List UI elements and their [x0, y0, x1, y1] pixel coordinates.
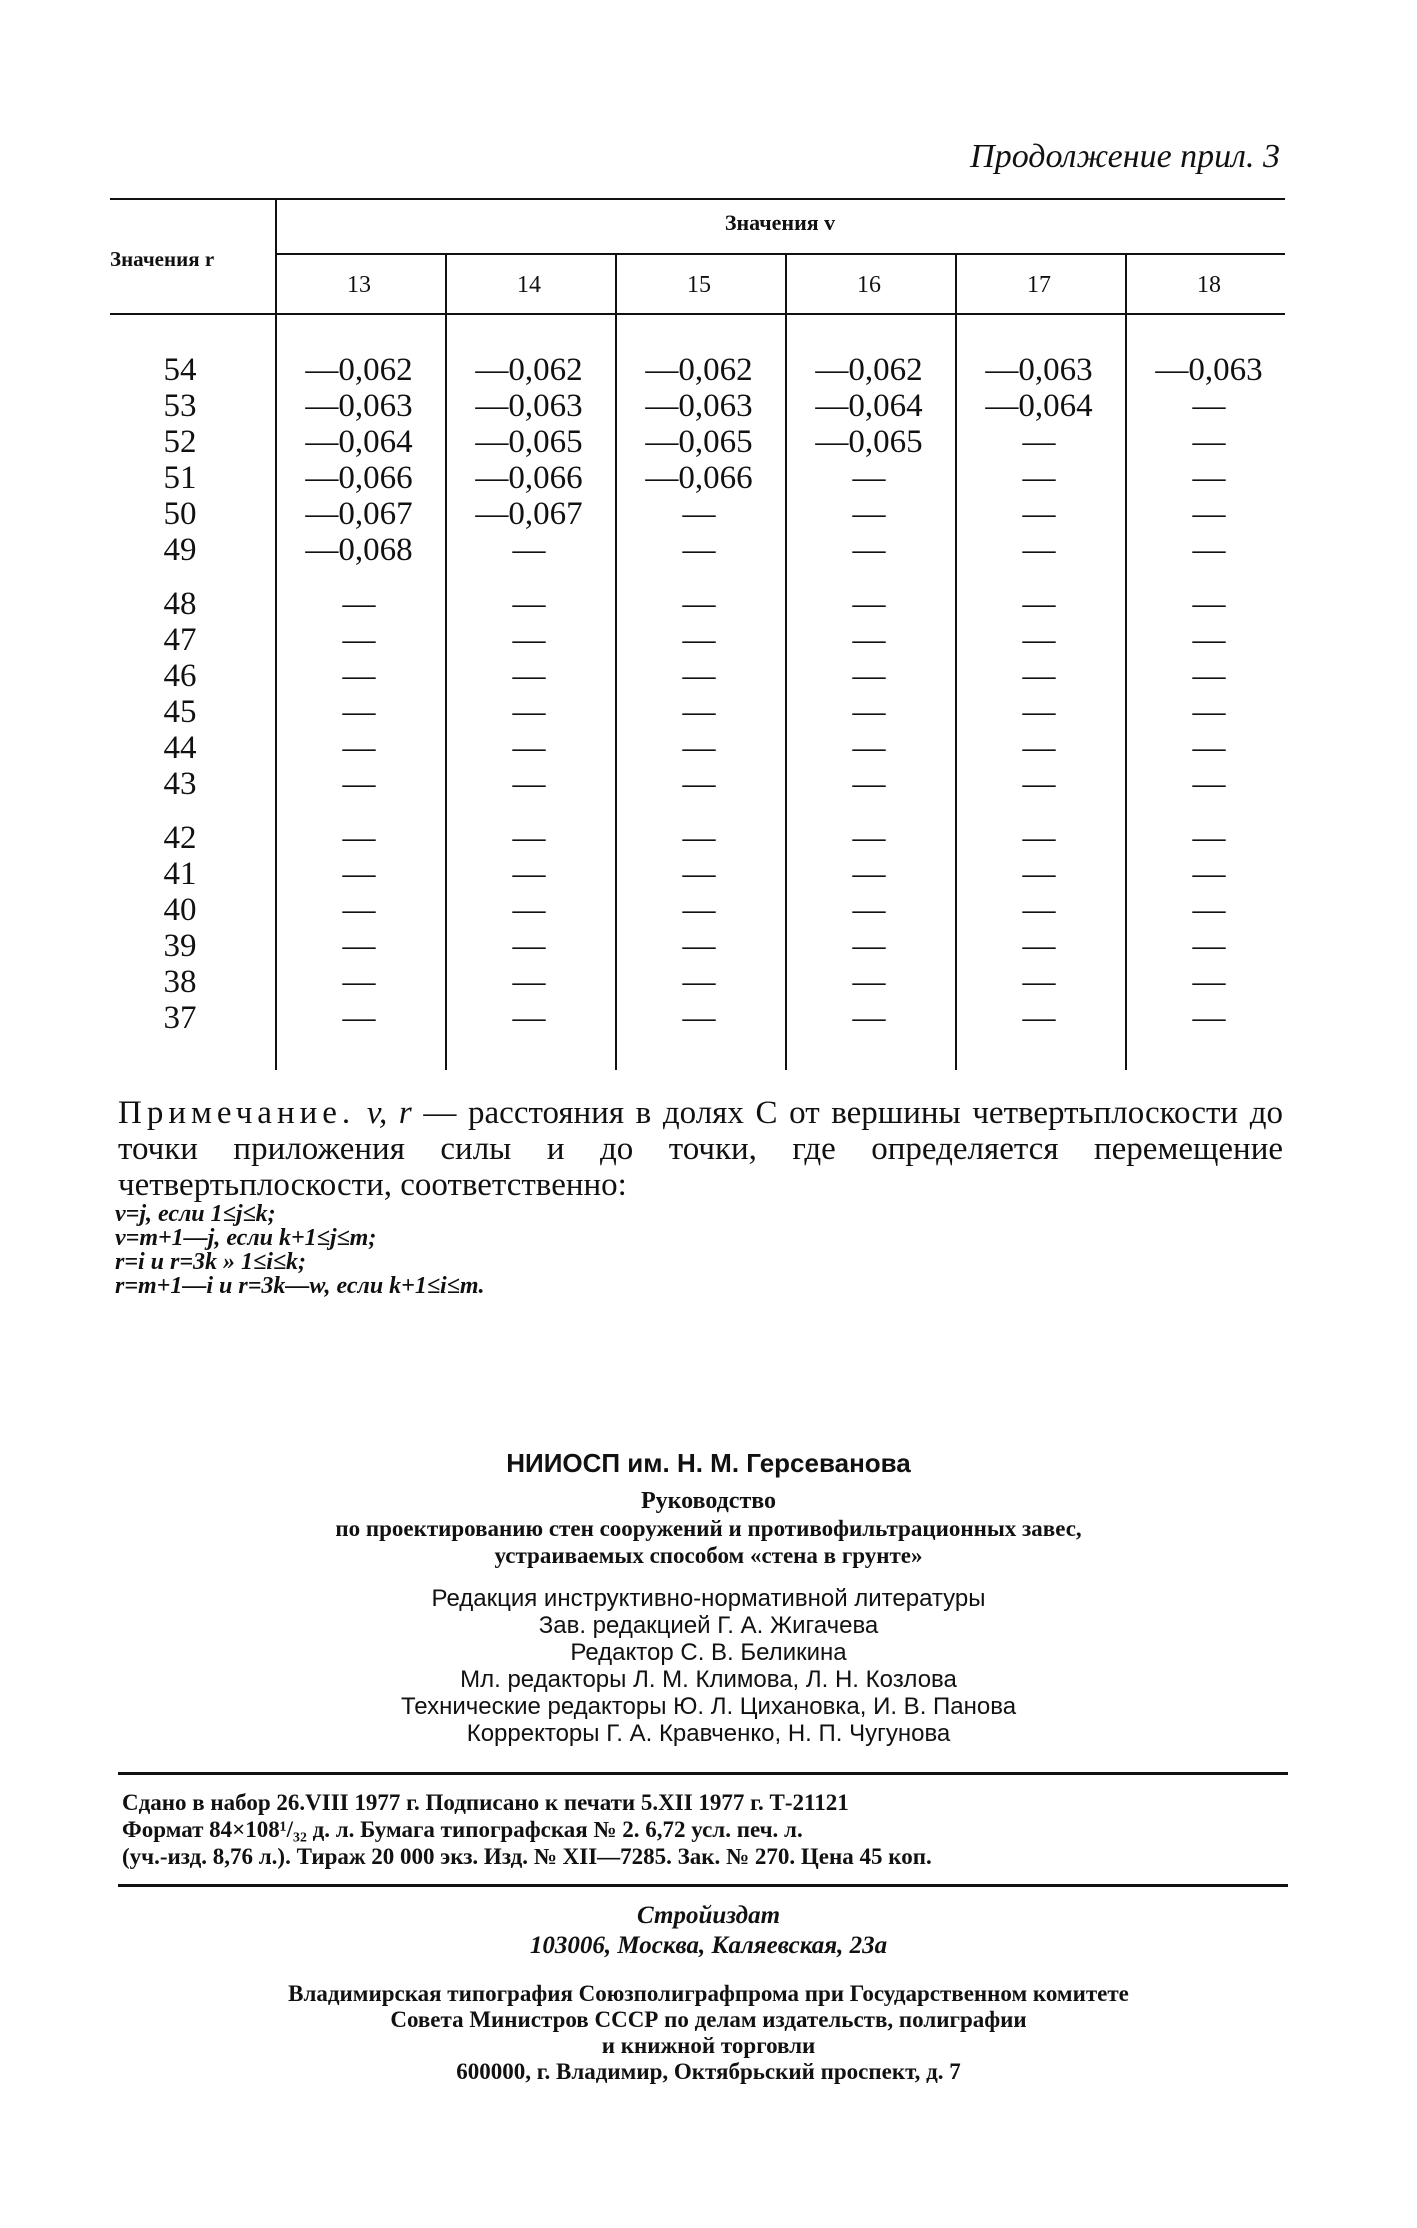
table-cell: — [1022, 496, 1056, 532]
imprint-subtitle: по проектированию стен сооружений и противофильтрационных завес, [335, 1516, 1082, 1541]
table-cell: — [682, 856, 716, 892]
table-cell: — [852, 964, 886, 1000]
table-cell: — [342, 928, 376, 964]
table-cell: — [852, 532, 886, 568]
table-cell: — [682, 496, 716, 532]
table-cell: — [1022, 424, 1056, 460]
table-cell: — [1022, 586, 1056, 622]
imprint-junior-editors: Мл. редакторы Л. М. Климова, Л. Н. Козлова [460, 1666, 957, 1693]
table-cell: — [1022, 820, 1056, 856]
note-vars: v, r [366, 1095, 412, 1131]
imprint-title: Руководство [640, 1488, 777, 1514]
table-cell: — [852, 460, 886, 496]
table-cell: — [1192, 928, 1226, 964]
table-cell: —0,062 [475, 352, 583, 388]
column-header: 18 [1197, 272, 1221, 298]
table-cell: — [512, 892, 546, 928]
imprint-printer: Владимирская типография Союзполиграфпрома при Государственном комитете [288, 1981, 1129, 2006]
imprint-tech-editors: Технические редакторы Ю. Л. Цихановка, И. В. Панова [400, 1693, 1017, 1720]
row-label: 51 [163, 460, 197, 496]
row-label: 50 [163, 496, 197, 532]
note-formula: r=m+1—i и r=3k—w, если k+1≤i≤m. [115, 1273, 485, 1299]
table-cell: — [682, 892, 716, 928]
imprint-printer: Совета Министров СССР по делам издательств, полиграфии [390, 2007, 1027, 2032]
table-cell: — [342, 586, 376, 622]
table-cell: — [1022, 622, 1056, 658]
table-cell: — [1192, 820, 1226, 856]
table-cell: — [852, 820, 886, 856]
table-cell: —0,065 [645, 424, 753, 460]
column-header: 16 [857, 272, 881, 298]
table-cell: — [1192, 388, 1226, 424]
table-cell: — [1022, 460, 1056, 496]
table-cell: —0,066 [645, 460, 753, 496]
imprint-editor: Редактор С. В. Беликина [570, 1639, 847, 1666]
row-label: 43 [163, 766, 197, 802]
table-cell: — [342, 694, 376, 730]
table-cell: — [1022, 964, 1056, 1000]
table-top-rule [110, 198, 1285, 200]
note-formula: r=i и r=3k » 1≤i≤k; [115, 1249, 307, 1275]
table-cell: —0,065 [475, 424, 583, 460]
table-cell: — [1192, 622, 1226, 658]
table-cell: — [512, 928, 546, 964]
table-cell: —0,064 [985, 388, 1093, 424]
imprint-printer-address: 600000, г. Владимир, Октябрьский проспект, д. 7 [456, 2059, 961, 2084]
row-label: 45 [163, 694, 197, 730]
table-mid-rule [275, 253, 1285, 255]
table-cell: — [342, 622, 376, 658]
table-head-bottom-rule [110, 313, 1285, 315]
table-cell: — [342, 1000, 376, 1036]
imprint-institute: НИИОСП им. Н. М. Герсеванова [506, 1448, 911, 1478]
row-label: 38 [163, 964, 197, 1000]
table-cell: — [682, 766, 716, 802]
table-cell: — [342, 964, 376, 1000]
table-cell: — [682, 694, 716, 730]
row-label: 52 [163, 424, 197, 460]
table-cell: — [682, 622, 716, 658]
table-cell: — [1022, 532, 1056, 568]
table-cell: — [852, 892, 886, 928]
imprint-publisher-address: 103006, Москва, Каляевская, 23а [529, 1932, 888, 1959]
row-label: 37 [163, 1000, 197, 1036]
table-row-header: Значения r [110, 247, 215, 271]
row-label: 47 [163, 622, 197, 658]
table-cell: — [852, 694, 886, 730]
table-cell: — [682, 964, 716, 1000]
table-cell: — [512, 964, 546, 1000]
table-cell: — [1022, 892, 1056, 928]
table-cell: — [682, 586, 716, 622]
row-label: 44 [163, 730, 197, 766]
table-cell: — [852, 658, 886, 694]
table-cell: — [512, 1000, 546, 1036]
table-cell: — [1192, 856, 1226, 892]
table-cell: — [852, 586, 886, 622]
table-cell: — [852, 856, 886, 892]
table-cell: — [342, 658, 376, 694]
table-cell: — [512, 856, 546, 892]
table-cell: — [1192, 730, 1226, 766]
note-formula: v=j, если 1≤j≤k; [115, 1201, 276, 1227]
table-cell: — [1192, 766, 1226, 802]
table-cell: — [512, 694, 546, 730]
imprint-print-line: Сдано в набор 26.VIII 1977 г. Подписано к печати 5.XII 1977 г. Т-21121 [122, 1790, 849, 1815]
table-cell: — [682, 730, 716, 766]
table-cell: —0,064 [305, 424, 413, 460]
table-cell: —0,063 [475, 388, 583, 424]
table-cell: — [1022, 694, 1056, 730]
table-cell: — [512, 820, 546, 856]
table-cell: — [1192, 964, 1226, 1000]
table-cell: — [342, 856, 376, 892]
table-cell: — [1192, 694, 1226, 730]
table-cell: —0,062 [815, 352, 923, 388]
column-header: 15 [687, 272, 711, 298]
table-cell: — [342, 730, 376, 766]
row-label: 53 [163, 388, 197, 424]
imprint-editorial: Редакция инструктивно-нормативной литературы [431, 1585, 986, 1612]
imprint-head-editor: Зав. редакцией Г. А. Жигачева [538, 1612, 879, 1639]
page-header: Продолжение прил. 3 [970, 138, 1280, 175]
table-cell: — [1022, 928, 1056, 964]
note-paragraph [118, 1095, 1283, 1203]
table-cell: — [1192, 586, 1226, 622]
table-cell: — [1192, 892, 1226, 928]
table-cell: — [852, 1000, 886, 1036]
table-cell: — [1022, 658, 1056, 694]
table-cell: —0,062 [645, 352, 753, 388]
imprint-subtitle: устраиваемых способом «стена в грунте» [494, 1543, 923, 1568]
table-cell: — [682, 532, 716, 568]
table-cell: —0,066 [475, 460, 583, 496]
table-cell: — [1022, 730, 1056, 766]
table-cell: — [852, 622, 886, 658]
table-cell: —0,062 [305, 352, 413, 388]
table-cell: — [682, 928, 716, 964]
table-cell: —0,063 [1155, 352, 1263, 388]
table-cell: —0,068 [305, 532, 413, 568]
table-cell: — [512, 532, 546, 568]
table-cell: —0,063 [645, 388, 753, 424]
table-cell: — [1192, 460, 1226, 496]
table-cell: — [1192, 1000, 1226, 1036]
table-cell: — [512, 730, 546, 766]
table-cell: —0,063 [305, 388, 413, 424]
row-label: 41 [163, 856, 197, 892]
table-cell: —0,065 [815, 424, 923, 460]
table-col-group-header: Значения v [724, 210, 836, 235]
row-label: 54 [163, 352, 197, 388]
table-cell: — [342, 892, 376, 928]
row-label: 42 [163, 820, 197, 856]
row-label: 39 [163, 928, 197, 964]
table-cell: — [1192, 496, 1226, 532]
table-cell: — [1022, 856, 1056, 892]
row-label: 40 [163, 892, 197, 928]
table-cell: — [512, 586, 546, 622]
imprint-publisher: Стройиздат [636, 1902, 781, 1929]
note-text: — расстояния в долях C от вершины четвертьплоскости до точки приложения силы и до точки, где определяется перемещение четвертьплоскости, соответственно: [118, 1095, 1284, 1203]
table-cell: — [1022, 766, 1056, 802]
table-cell: — [512, 658, 546, 694]
imprint-rule [118, 1884, 1288, 1887]
table-cell: —0,064 [815, 388, 923, 424]
table-cell: — [342, 766, 376, 802]
table-cell: — [852, 496, 886, 532]
row-label: 46 [163, 658, 197, 694]
table-cell: —0,066 [305, 460, 413, 496]
note-formula: v=m+1—j, если k+1≤j≤m; [115, 1225, 377, 1251]
column-header: 13 [347, 272, 371, 298]
note-label: Примечание. [118, 1095, 356, 1131]
imprint-printer: и книжной торговли [601, 2033, 816, 2058]
column-header: 14 [517, 272, 541, 298]
table-cell: — [1192, 424, 1226, 460]
column-header: 17 [1027, 272, 1051, 298]
imprint-print-line: (уч.-изд. 8,76 л.). Тираж 20 000 экз. Изд. № XII—7285. Зак. № 270. Цена 45 коп. [122, 1844, 932, 1869]
imprint-print-line: Формат 84×108¹/₃₂ д. л. Бумага типографская № 2. 6,72 усл. печ. л. [122, 1817, 803, 1842]
row-label: 49 [163, 532, 197, 568]
table-cell: —0,063 [985, 352, 1093, 388]
table-cell: — [852, 766, 886, 802]
table-cell: — [1022, 1000, 1056, 1036]
table-cell: — [852, 928, 886, 964]
table-cell: — [682, 658, 716, 694]
table-cell: — [1192, 658, 1226, 694]
table-cell: — [682, 820, 716, 856]
table-cell: — [512, 766, 546, 802]
row-label: 48 [163, 586, 197, 622]
imprint-rule [118, 1772, 1288, 1775]
table-cell: —0,067 [475, 496, 583, 532]
table-cell: — [342, 820, 376, 856]
table-cell: —0,067 [305, 496, 413, 532]
table-cell: — [512, 622, 546, 658]
table-cell: — [852, 730, 886, 766]
imprint-correctors: Корректоры Г. А. Кравченко, Н. П. Чугунова [466, 1720, 951, 1747]
table-cell: — [1192, 532, 1226, 568]
table-cell: — [682, 1000, 716, 1036]
